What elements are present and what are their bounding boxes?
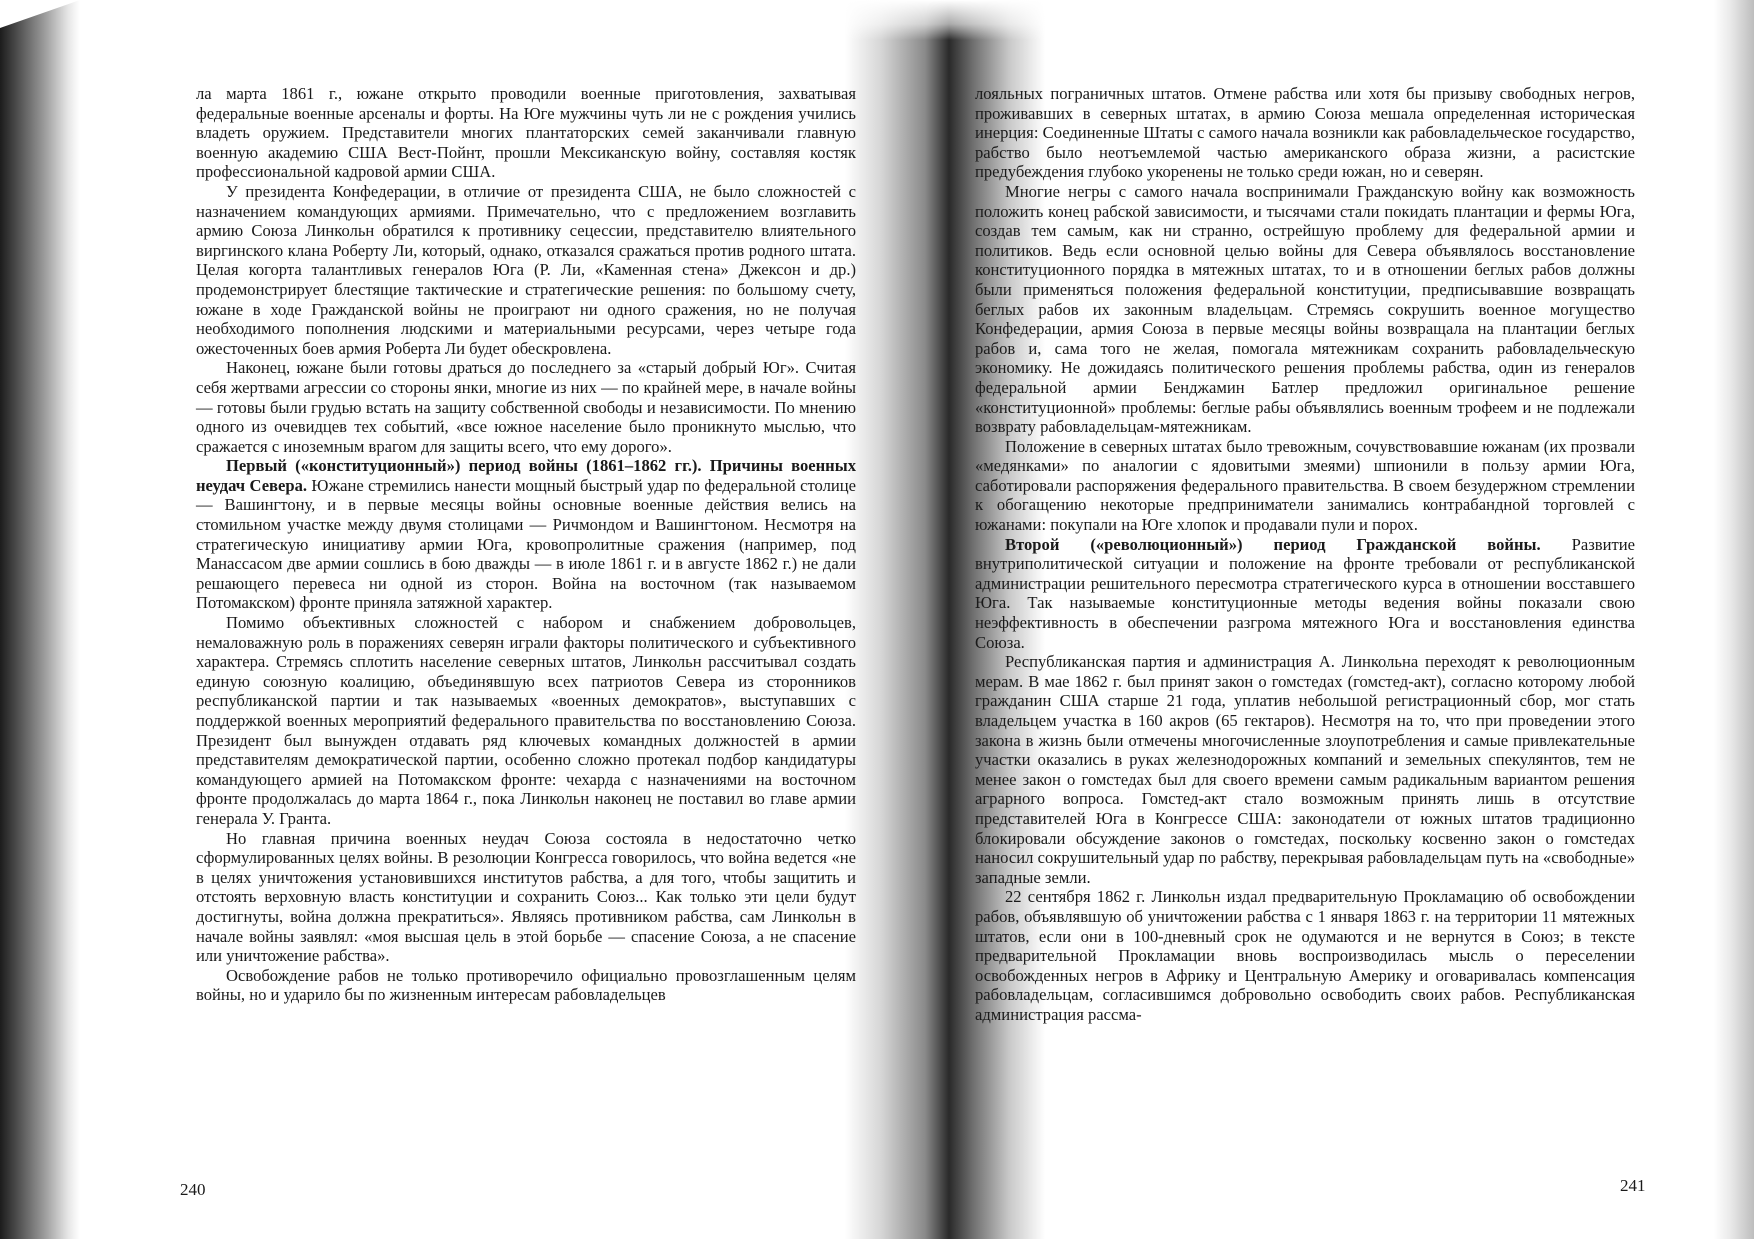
- paragraph: [196, 182, 856, 358]
- paragraph: [975, 182, 1635, 437]
- paragraph-text: Наконец, южане были готовы драться до последнего за «старый добрый Юг». Считая себя жертвами агрессии со стороны янки, многие из них — по крайней мере, в начале войны — готовы были грудью встать на защиту собственной свободы и независимости. По мнению одного из очевидцев тех событий, «все южное население было проникнуто мыслью, что сражается с иноземным врагом для защиты всего, что ему дорого».: [196, 358, 856, 456]
- paragraph-text: лояльных пограничных штатов. Отмене рабства или хотя бы призыву свободных негров, проживавших в северных штатах, в армию Союза мешала определенная историческая инерция: Соединенные Штаты с самого начала возникли как рабовладельческое государство, рабство было неотъемлемой частью американского образа жизни, а расистские предубеждения глубоко укоренены не только среди южан, но и северян.: [975, 84, 1635, 182]
- paragraph-text: Положение в северных штатах было тревожным, сочувствовавшие южанам (их прозвали «медянками» по аналогии с ядовитыми змеями) шпионили в пользу армии Юга, саботировали распоряжения федерального правительства. В своем безудержном стремлении к обогащению некоторые предприниматели занимались контрабандной торговлей с южанами: покупали на Юге хлопок и продавали пули и порох.: [975, 436, 1635, 535]
- left-page: [196, 84, 856, 1005]
- paragraph-text: У президента Конфедерации, в отличие от президента США, не было сложностей с назначением командующих армиями. Примечательно, что с предложением возглавить армию Союза Линкольн обратился к противнику сецессии, представителю влиятельного виргинского клана Роберту Ли, который, однако, отказался сражаться против родного штата. Целая когорта талантливых генералов Юга (Р. Ли, «Каменная стена» Джексон и др.) продемонстрирует блестящие тактические и стратегические решения: по большому счету, южане в ходе Гражданской войны не проиграют ни одного сражения, но не получая необходимого пополнения людскими и материальными ресурсами, через четыре года ожесточенных боев армия Роберта Ли будет обескровлена.: [196, 181, 856, 358]
- scan-shadow-right: [1714, 0, 1754, 1239]
- paragraph-text: Республиканская партия и администрация А. Линкольна переходят к революционным мерам. В мае 1862 г. был принят закон о гомстедах (гомстед-акт), согласно которому любой гражданин США старше 21 года, уплатив небольшой регистрационный сбор, мог стать владельцем участка в 160 акров (65 гектаров). Несмотря на то, что при проведении этого закона в жизнь были отмечены многочисленные злоупотребления и самые привлекательные участки оказались в руках железнодорожных компаний и земельных спекулянтов, тем не менее закон о гомстедах был для своего времени самым радикальным вариантом решения аграрного вопроса. Гомстед-акт стало возможным принять лишь в отсутствие представителей Юга в Конгрессе США: законодатели от южных штатов традиционно блокировали обсуждение законов о гомстедах, поскольку косвенно закон о гомстедах наносил сокрушительный удар по рабству, перекрывая рабовладельцам путь на «свободные» западные земли.: [975, 652, 1635, 887]
- paragraph: [196, 613, 856, 829]
- paragraph-text: Южане стремились нанести мощный быстрый удар по федеральной столице — Вашингтону, и в первые месяцы войны основные военные действия велись на стомильном участке между двумя столицами — Ричмондом и Вашингтоном. Несмотря на стратегическую инициативу армии Юга, кровопролитные сражения (например, под Манассасом две армии сошлись в бою дважды — в июле 1861 г. и в августе 1862 г.) не дали решающего перевеса ни одной из сторон. Война на восточном (так называемом Потомакском) фронте приняла затяжной характер.: [196, 475, 856, 613]
- paragraph: [196, 456, 856, 613]
- paragraph: [196, 829, 856, 966]
- paragraph-text: Развитие внутриполитической ситуации и положение на фронте требовали от республиканской администрации решительного пересмотра стратегического курса в отношении восставшего Юга. Так называемые конституционные методы ведения войны показали свою неэффективность в обеспечении разгрома мятежного Юга и восстановления единства Союза.: [975, 534, 1636, 652]
- paragraph: [196, 84, 856, 182]
- page-number-right: 241: [1620, 1176, 1646, 1195]
- paragraph: [975, 84, 1635, 182]
- paragraph: [196, 358, 856, 456]
- paragraph-text: Многие негры с самого начала воспринимали Гражданскую войну как возможность положить конец рабской зависимости, и тысячами стали покидать плантации и фермы Юга, создав тем самым, как ни странно, острейшую проблему для федеральной армии и политиков. Ведь если основной целью войны для Севера объявлялось восстановление конституционного порядка в мятежных штатах, то и в отношении беглых рабов должны были применяться положения федеральной конституции, предписывавшие возвращать беглых рабов их законным владельцам. Стремясь сокрушить военное могущество Конфедерации, армия Союза в первые месяцы войны возвращала на плантации беглых рабов и, сама того не желая, помогала мятежникам сохранить рабовладельческую экономику. Не дожидаясь политического решения проблемы рабства, один из генералов федеральной армии Бенджамин Батлер предложил оригинальное решение «конституционной» проблемы: беглые рабы объявлялись военным трофеем и не подлежали возврату рабовладельцам-мятежникам.: [975, 181, 1635, 437]
- paragraph-text: Освобождение рабов не только противоречило официально провозглашенным целям войны, но и ударило бы по жизненным интересам рабовладельцев: [196, 965, 856, 1005]
- paragraph: [196, 966, 856, 1005]
- paragraph: [975, 437, 1635, 535]
- scan-shadow-left: [0, 0, 80, 1239]
- gutter-top-fade: [830, 0, 1060, 40]
- section-heading: Первый («конституционный») период войны (1861–1862 гг.). Причины военных неудач Севера.: [196, 456, 856, 495]
- paragraph-text: Но главная причина военных неудач Союза состояла в недостаточно четко сформулированных целях войны. В резолюции Конгресса говорилось, что война ведется «не в целях уничтожения установившихся институтов рабства, а для того, чтобы защитить и отстоять верховную власть конституции и сохранить Союз... Как только эти цели будут достигнуты, война должна прекратиться». Являясь противником рабства, сам Линкольн в начале войны заявлял: «моя высшая цель в этой борьбе — спасение Союза, а не спасение или уничтожение рабства».: [196, 828, 856, 966]
- paragraph: [975, 535, 1635, 653]
- paragraph: [975, 652, 1635, 887]
- section-heading: Второй («революционный») период Гражданской войны.: [1005, 534, 1541, 554]
- paragraph-text: ла марта 1861 г., южане открыто проводили военные приготовления, захватывая федеральные военные арсеналы и форты. На Юге мужчины чуть ли не с рождения учились владеть оружием. Представители многих плантаторских семей заканчивали главную военную академию США Вест-Пойнт, прошли Мексиканскую войну, составляя костяк профессиональной кадровой армии США.: [196, 84, 856, 182]
- paragraph: [975, 887, 1635, 1024]
- page-number-left: 240: [180, 1180, 206, 1199]
- paragraph-text: Помимо объективных сложностей с набором и снабжением добровольцев, немаловажную роль в поражениях северян играли факторы политического и субъективного характера. Стремясь сплотить население северных штатов, Линкольн рассчитывал создать единую союзную коалицию, объединявшую всех патриотов Севера из сторонников республиканской партии и так называемых «военных демократов», выступавших с поддержкой военных мероприятий федерального правительства по восстановлению Союза. Президент был вынужден отдавать ряд ключевых командных должностей в армии представителям демократической партии, особенно сложно протекал подбор кандидатуры командующего армией на Потомакском фронте: чехарда с назначениями на восточном фронте продолжалась до марта 1864 г., пока Линкольн наконец не поставил во главе армии генерала У. Гранта.: [196, 613, 856, 828]
- paragraph-text: 22 сентября 1862 г. Линкольн издал предварительную Прокламацию об освобождении рабов, объявлявшую об уничтожении рабства с 1 января 1863 г. на территории 11 мятежных штатов, если они в 100-дневный срок не одумаются и не вернутся в Союз; в тексте предварительной Прокламации вновь воспроизводилась мысль о переселении освобожденных негров в Африку и Центральную Америку и оговаривалась компенсация рабовладельцам, согласившимся добровольно освободить своих рабов. Республиканская администрация рассма-: [975, 887, 1635, 1024]
- right-page: [975, 84, 1635, 1025]
